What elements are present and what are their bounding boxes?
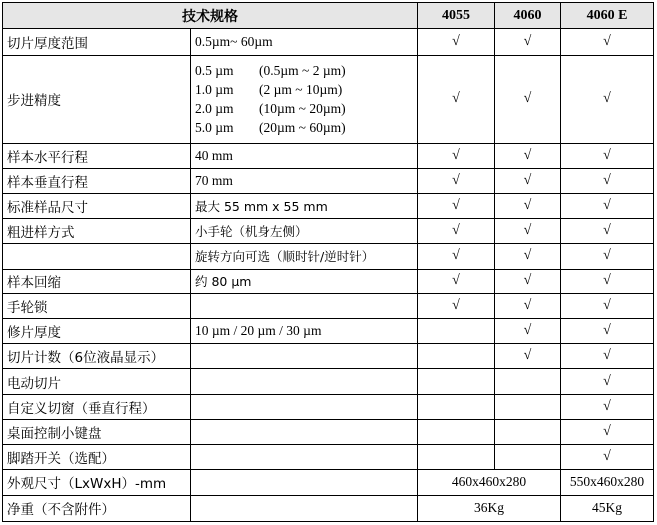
row-label: 脚踏开关（选配） [3, 445, 191, 470]
row-motor-cut [3, 369, 654, 394]
check-4060e: √ [561, 318, 654, 343]
check-4055: √ [418, 29, 495, 55]
row-label [3, 244, 191, 269]
row-label: 粗进样方式 [3, 219, 191, 244]
row-trim-thickness [3, 318, 654, 343]
row-label: 切片厚度范围 [3, 29, 191, 55]
row-label: 手轮锁 [3, 293, 191, 318]
step-line [195, 80, 413, 99]
step-line [195, 61, 413, 80]
step-value: 5.0 µm [195, 120, 234, 136]
row-value: 10 µm / 20 µm / 30 µm [191, 318, 418, 343]
row-dimensions [3, 470, 654, 495]
check-4060: √ [495, 269, 561, 293]
check-4055: √ [418, 244, 495, 269]
check-4060: √ [495, 318, 561, 343]
row-label: 样本回缩 [3, 269, 191, 293]
check-4060: √ [495, 29, 561, 55]
step-range: (20µm ~ 60µm) [259, 120, 346, 136]
check-4060 [495, 445, 561, 470]
step-list [191, 55, 418, 144]
row-label: 外观尺寸（LxWxH）-mm [3, 470, 191, 495]
row-value: 旋转方向可选（顺时针/逆时针） [191, 244, 418, 269]
weight-4055-4060: 36Kg [418, 495, 561, 521]
check-4060e: √ [561, 244, 654, 269]
header-row [3, 3, 654, 29]
check-4060 [495, 394, 561, 419]
step-line [195, 118, 413, 137]
check-4055 [418, 344, 495, 369]
spec-table [2, 2, 654, 522]
row-value: 最大 55 mm x 55 mm [191, 193, 418, 218]
row-horizontal-travel [3, 144, 654, 168]
row-value: 小手轮（机身左侧） [191, 219, 418, 244]
row-value: 0.5µm~ 60µm [191, 29, 418, 55]
row-coarse-feed [3, 219, 654, 244]
row-value [191, 344, 418, 369]
check-4060e: √ [561, 293, 654, 318]
check-4060e: √ [561, 193, 654, 218]
row-value: 约 80 µm [191, 269, 418, 293]
row-value [191, 293, 418, 318]
step-range: (0.5µm ~ 2 µm) [259, 63, 346, 79]
check-4060 [495, 369, 561, 394]
check-4055: √ [418, 193, 495, 218]
row-label: 修片厚度 [3, 318, 191, 343]
row-vertical-travel [3, 168, 654, 193]
model-4055-header: 4055 [418, 3, 495, 29]
row-value-empty [191, 470, 418, 495]
row-step-precision [3, 55, 654, 144]
row-thickness-range [3, 29, 654, 55]
row-label: 标准样品尺寸 [3, 193, 191, 218]
check-4055: √ [418, 144, 495, 168]
step-range: (10µm ~ 20µm) [259, 101, 346, 117]
check-4060: √ [495, 193, 561, 218]
check-4060e: √ [561, 29, 654, 55]
row-sample-size [3, 193, 654, 218]
row-label: 自定义切窗（垂直行程） [3, 394, 191, 419]
check-4060e: √ [561, 168, 654, 193]
check-4060e: √ [561, 269, 654, 293]
row-handwheel-lock [3, 293, 654, 318]
row-section-counter [3, 344, 654, 369]
row-value [191, 369, 418, 394]
check-4060e: √ [561, 369, 654, 394]
check-4060: √ [495, 219, 561, 244]
row-custom-window [3, 394, 654, 419]
check-4055: √ [418, 269, 495, 293]
step-range: (2 µm ~ 10µm) [259, 82, 343, 98]
dimensions-4055-4060: 460x460x280 [418, 470, 561, 495]
step-value: 2.0 µm [195, 101, 234, 117]
check-4055: √ [418, 55, 495, 144]
row-label: 切片计数（6位液晶显示） [3, 344, 191, 369]
row-weight [3, 495, 654, 521]
row-rotation [3, 244, 654, 269]
step-value: 1.0 µm [195, 82, 234, 98]
model-4060-header: 4060 [495, 3, 561, 29]
check-4060: √ [495, 144, 561, 168]
check-4060 [495, 419, 561, 444]
row-label: 净重（不含附件） [3, 495, 191, 521]
check-4060e: √ [561, 445, 654, 470]
check-4060e: √ [561, 344, 654, 369]
row-label: 电动切片 [3, 369, 191, 394]
row-value [191, 419, 418, 444]
check-4060e: √ [561, 55, 654, 144]
check-4060e: √ [561, 419, 654, 444]
check-4060: √ [495, 244, 561, 269]
check-4060: √ [495, 55, 561, 144]
row-desktop-keypad [3, 419, 654, 444]
row-value: 70 mm [191, 168, 418, 193]
row-label: 样本水平行程 [3, 144, 191, 168]
check-4060e: √ [561, 144, 654, 168]
row-value [191, 394, 418, 419]
row-value-empty [191, 495, 418, 521]
check-4055 [418, 445, 495, 470]
row-label: 桌面控制小键盘 [3, 419, 191, 444]
row-label: 步进精度 [3, 55, 191, 144]
check-4060: √ [495, 344, 561, 369]
check-4055: √ [418, 168, 495, 193]
check-4055 [418, 394, 495, 419]
check-4055: √ [418, 219, 495, 244]
check-4060e: √ [561, 219, 654, 244]
step-line [195, 99, 413, 118]
row-value: 40 mm [191, 144, 418, 168]
check-4055 [418, 369, 495, 394]
spec-title-header: 技术规格 [3, 3, 418, 29]
row-foot-switch [3, 445, 654, 470]
model-4060e-header: 4060 E [561, 3, 654, 29]
weight-4060e: 45Kg [561, 495, 654, 521]
check-4060: √ [495, 168, 561, 193]
row-value [191, 445, 418, 470]
row-retraction [3, 269, 654, 293]
check-4055: √ [418, 293, 495, 318]
dimensions-4060e: 550x460x280 [561, 470, 654, 495]
check-4060e: √ [561, 394, 654, 419]
check-4055 [418, 318, 495, 343]
row-label: 样本垂直行程 [3, 168, 191, 193]
check-4055 [418, 419, 495, 444]
check-4060: √ [495, 293, 561, 318]
step-value: 0.5 µm [195, 63, 234, 79]
